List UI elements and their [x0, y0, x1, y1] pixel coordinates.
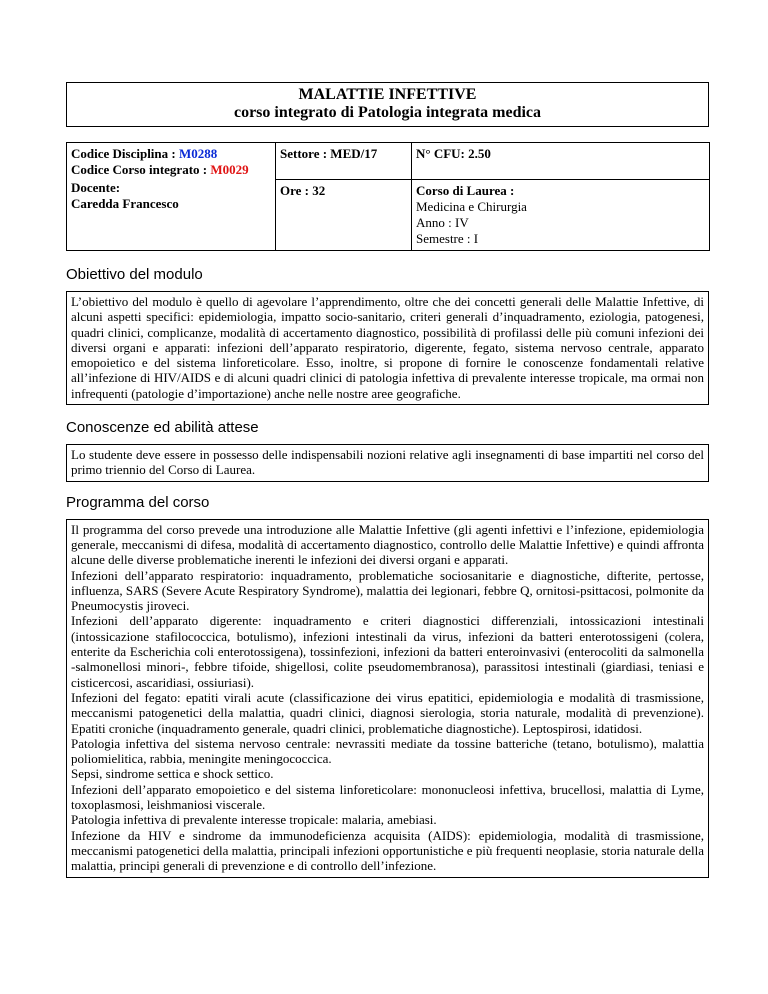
programma-box — [66, 519, 709, 878]
corso-name: Medicina e Chirurgia — [416, 199, 527, 214]
codice-corso-value: M0029 — [210, 162, 249, 177]
ore-cell: Ore : 32 — [276, 180, 412, 251]
programma-paragraph: Infezioni del fegato: epatiti virali acute (classificazione dei virus epatitici, epidemiologia e modalità di trasmissione, meccanismi patogenetici della malattia, quadri clinici, diagnosi sierologia, storia naturale, modalità di prevenzione). Epatiti croniche (inquadramento generale, quadri clinici, problematiche diagnostiche). Leptospirosi, idatidosi. — [71, 689, 704, 736]
programma-paragraph: Infezioni dell’apparato emopoietico e del sistema linforeticolare: mononucleosi infettiva, brucellosi, malattia di Lyme, toxoplasmosi, leishmaniosi viscerale. — [71, 781, 704, 813]
corso-laurea-cell — [412, 180, 710, 251]
course-title: MALATTIE INFETTIVE — [298, 86, 477, 103]
section-heading-obiettivo: Obiettivo del modulo — [66, 266, 203, 283]
conoscenze-text: Lo studente deve essere in possesso delle indispensabili nozioni relative agli insegnamenti di base impartiti nel corso del primo triennio del Corso di Laurea. — [71, 447, 704, 478]
programma-paragraph: Patologia infettiva del sistema nervoso centrale: nevrassiti mediate da tossine batteriche (tetano, botulismo), malattia poliomielitica, rabbia, meningite meningococcica. — [71, 735, 704, 767]
programma-paragraph: Infezione da HIV e sindrome da immunodeficienza acquisita (AIDS): epidemiologia, modalità di trasmissione, meccanismi patogenetici della malattia, principali infezioni opportunistiche e più frequenti neoplasie, storia naturale della malattia, principi generali di prevenzione e di controllo dell’infezione. — [71, 827, 704, 874]
obiettivo-box — [66, 291, 709, 405]
programma-paragraph: Patologia infettiva di prevalente interesse tropicale: malaria, amebiasi. — [71, 812, 437, 828]
programma-paragraph: Sepsi, sindrome settica e shock settico. — [71, 766, 274, 782]
docente-label: Docente: — [71, 179, 121, 195]
docente-cell — [67, 180, 276, 251]
codice-disciplina-label: Codice Disciplina : — [71, 146, 176, 161]
docente-name: Caredda Francesco — [71, 195, 179, 211]
course-info-table — [66, 142, 710, 251]
obiettivo-text: L’obiettivo del modulo è quello di agevolare l’apprendimento, oltre che dei concetti generali delle Malattie Infettive, di alcuni aspetti specifici: epidemiologia, impatto socio-sanitario, criteri generali d’inquadramento, eziologia, patogenesi, quadri clinici, complicanze, modalità di accertamento diagnostico, possibilità di profilassi delle più comuni infezioni dei diversi organi e apparati: infezioni dell’apparato respiratorio, digerente, fegato, sistema nervoso centrale, apparato emopoietico e del sistema linforeticolare. Esso, inoltre, si propone di fornire le conoscenze fondamentali relative all’infezione di HIV/AIDS e di alcuni quadri clinici di patologia infettiva di prevalente interesse tropicale, ma ormai non infrequenti (patologie d’importazione) anche nelle nostre aree geografiche. — [71, 294, 704, 401]
anno: Anno : IV — [416, 215, 469, 230]
conoscenze-box — [66, 444, 709, 482]
programma-paragraph: Infezioni dell’apparato digerente: inquadramento e criteri diagnostici differenziali, intossicazioni intestinali (intossicazione stafilococcica, botulismo), infezioni intestinali da virus, infezioni da batteri enterotossigeni (colera, enterite da Escherichia coli enterotossigena), tossinfezioni, infezioni da batteri enteroinvasivi (enterocoliti da salmonella -salmonellosi minori-, febbre tifoide, shigellosi, colite pseudomembranosa), parassitosi intestinali (giardiasi, teniasi e cisticercosi, ascaridiasi, ossiuriasi). — [71, 613, 704, 690]
codes-cell — [67, 143, 276, 180]
section-heading-programma: Programma del corso — [66, 493, 210, 511]
settore-cell: Settore : MED/17 — [276, 143, 412, 180]
programma-paragraph: Il programma del corso prevede una introduzione alle Malattie Infettive (gli agenti infettivi e l’infezione, epidemiologia generale, meccanismi di difesa, modalità di accertamento diagnostico, controllo delle Malattie Infettive) e quindi affronta alcune delle diverse problematiche inerenti le infezioni dei diversi organi e apparati. — [71, 521, 704, 568]
codice-disciplina-value: M0288 — [178, 146, 218, 161]
corso-label: Corso di Laurea : — [416, 183, 515, 198]
semestre: Semestre : I — [416, 231, 479, 246]
document-page — [66, 82, 709, 878]
title-box — [66, 82, 709, 127]
cfu-cell: N° CFU: 2.50 — [412, 143, 710, 180]
course-subtitle: corso integrato di Patologia integrata medica — [233, 104, 542, 121]
programma-paragraph: Infezioni dell’apparato respiratorio: inquadramento, problematiche sociosanitarie e diagnostiche, difterite, pertosse, influenza, SARS (Severe Acute Respiratory Syndrome), malattia dei legionari, febbre Q, ornitosi-psittacosi, polmonite da Pneumocystis jiroveci. — [71, 567, 704, 614]
section-heading-conoscenze: Conoscenze ed abilità attese — [66, 419, 259, 437]
codice-corso-label: Codice Corso integrato : — [71, 162, 208, 177]
